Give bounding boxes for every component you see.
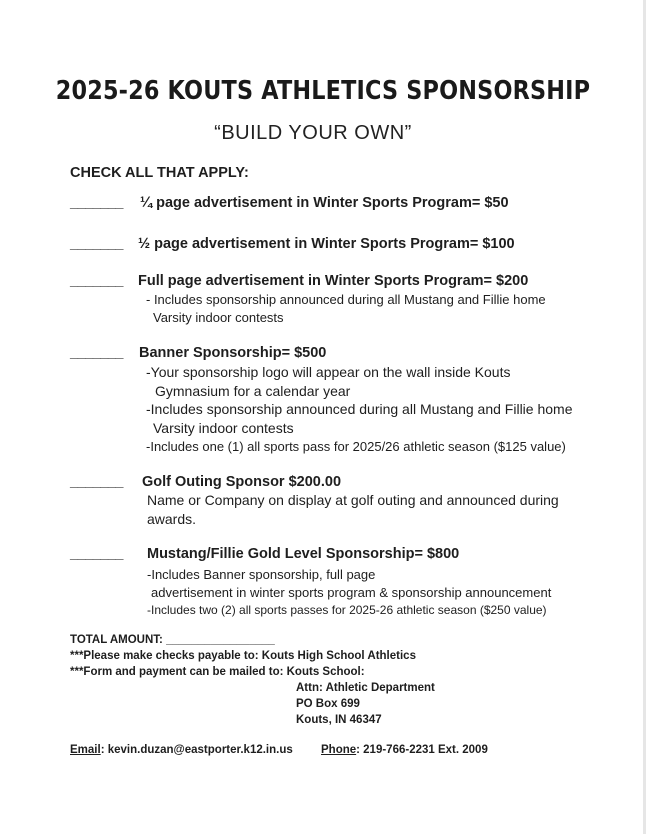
option-checkbox-line[interactable]: _______ — [70, 195, 123, 211]
total-amount-label: TOTAL AMOUNT — [70, 634, 160, 646]
option-label: Banner Sponsorship= $500 — [139, 345, 327, 361]
option-note: Gymnasium for a calendar year — [155, 383, 351, 399]
total-amount-row — [70, 634, 275, 646]
page-title: 2025-26 KOUTS ATHLETICS SPONSORSHIP — [55, 76, 591, 106]
phone-contact — [321, 744, 488, 756]
option-label: ¼ page advertisement in Winter Sports Program= $50 — [140, 195, 509, 211]
option-note: -Includes Banner sponsorship, full page — [147, 567, 376, 582]
option-checkbox-line[interactable]: _______ — [70, 474, 123, 490]
option-note: awards. — [147, 511, 197, 527]
option-note: -Includes one (1) all sports pass for 2025/26 athletic season ($125 value) — [146, 439, 566, 454]
email-value[interactable]: : kevin.duzan@eastporter.k12.in.us — [100, 744, 293, 756]
option-note: -Includes two (2) all sports passes for 2025-26 athletic season ($250 value) — [147, 603, 547, 617]
option-label: Full page advertisement in Winter Sports Program= $200 — [138, 273, 529, 289]
check-all-instruction: CHECK ALL THAT APPLY: — [70, 165, 249, 181]
total-amount-colon: : — [159, 634, 163, 646]
option-label: ½ page advertisement in Winter Sports Program= $100 — [138, 236, 515, 252]
phone-value: : 219-766-2231 Ext. 2009 — [356, 744, 488, 756]
email-contact — [70, 744, 293, 756]
option-note: - Includes sponsorship announced during all Mustang and Fillie home — [146, 292, 546, 307]
email-label: Email — [70, 744, 101, 756]
address-line: PO Box 699 — [296, 698, 360, 710]
option-label: Mustang/Fillie Gold Level Sponsorship= $800 — [147, 546, 460, 562]
checks-payable-note: ***Please make checks payable to: Kouts High School Athletics — [70, 650, 416, 662]
address-line: Kouts, IN 46347 — [296, 714, 382, 726]
address-line: Attn: Athletic Department — [296, 682, 435, 694]
option-note: advertisement in winter sports program & sponsorship announcement — [151, 585, 552, 600]
option-note: -Your sponsorship logo will appear on the wall inside Kouts — [146, 364, 511, 380]
option-checkbox-line[interactable]: _______ — [70, 273, 123, 289]
phone-label: Phone — [321, 744, 357, 756]
option-note: Varsity indoor contests — [153, 310, 284, 325]
option-checkbox-line[interactable]: _______ — [70, 345, 123, 361]
option-checkbox-line[interactable]: _______ — [70, 236, 123, 252]
total-amount-field[interactable]: _________________ — [166, 634, 275, 646]
option-label: Golf Outing Sponsor $200.00 — [142, 474, 342, 490]
option-note: Name or Company on display at golf outing and announced during — [147, 492, 559, 508]
option-note: -Includes sponsorship announced during all Mustang and Fillie home — [146, 401, 573, 417]
option-checkbox-line[interactable]: _______ — [70, 546, 123, 562]
option-note: Varsity indoor contests — [153, 420, 294, 436]
page-subtitle: “BUILD YOUR OWN” — [214, 122, 412, 144]
mail-note: ***Form and payment can be mailed to: Kouts School: — [70, 666, 365, 678]
